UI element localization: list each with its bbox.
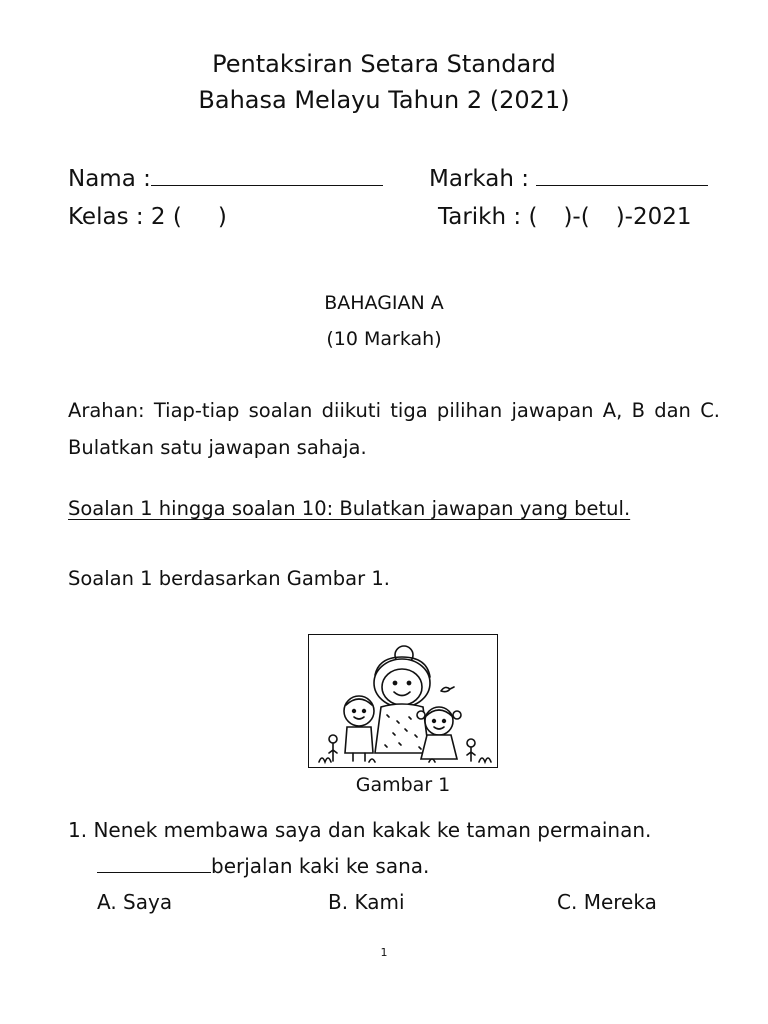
arahan-text: Tiap-tiap soalan diikuti tiga pilihan jawapan A, B dan C. Bulatkan satu jawapan sahaja. xyxy=(68,399,721,459)
option-b-text: Kami xyxy=(354,890,405,914)
nama-blank[interactable] xyxy=(151,185,383,186)
option-b-letter: B. xyxy=(328,890,349,914)
option-a-letter: A. xyxy=(97,890,117,914)
tarikh-end: )-2021 xyxy=(615,204,692,230)
question-1-blank[interactable] xyxy=(97,872,211,873)
tarikh-field xyxy=(438,204,692,230)
kelas-field xyxy=(68,204,227,230)
markah-label: Markah : xyxy=(429,166,530,192)
title-line-2: Bahasa Melayu Tahun 2 (2021) xyxy=(198,86,570,114)
section-marks: (10 Markah) xyxy=(326,328,442,350)
option-a[interactable] xyxy=(97,890,172,914)
section-heading: BAHAGIAN A xyxy=(324,292,444,314)
kelas-close: ) xyxy=(217,204,227,230)
option-a-text: Saya xyxy=(123,890,173,914)
question-1-text: Nenek membawa saya dan kakak ke taman permainan. xyxy=(93,818,652,842)
gambar-1-caption: Gambar 1 xyxy=(355,774,451,796)
page-number: 1 xyxy=(380,946,388,959)
question-1-number: 1. xyxy=(68,818,88,842)
title-line-1: Pentaksiran Setara Standard xyxy=(212,50,556,78)
question-1-blank-text: berjalan kaki ke sana. xyxy=(211,854,430,878)
kelas-label: Kelas : 2 ( xyxy=(68,204,182,230)
markah-field xyxy=(429,166,708,192)
nama-label: Nama : xyxy=(68,166,151,192)
arahan-label: Arahan: xyxy=(68,399,145,422)
option-c-text: Mereka xyxy=(583,890,657,914)
family-illustration-icon xyxy=(309,635,496,766)
markah-blank[interactable] xyxy=(536,185,708,186)
question-intro: Soalan 1 berdasarkan Gambar 1. xyxy=(68,567,390,590)
tarikh-label: Tarikh : ( xyxy=(438,204,538,230)
option-c[interactable] xyxy=(557,890,657,914)
nama-field xyxy=(68,166,383,192)
option-c-letter: C. xyxy=(557,890,578,914)
instructions xyxy=(68,392,720,466)
question-1 xyxy=(68,818,651,842)
gambar-1-picture xyxy=(308,634,498,768)
subheading: Soalan 1 hingga soalan 10: Bulatkan jawapan yang betul. xyxy=(68,497,631,520)
option-b[interactable] xyxy=(328,890,405,914)
tarikh-mid: )-( xyxy=(563,204,590,230)
question-1-line-2 xyxy=(97,854,429,878)
